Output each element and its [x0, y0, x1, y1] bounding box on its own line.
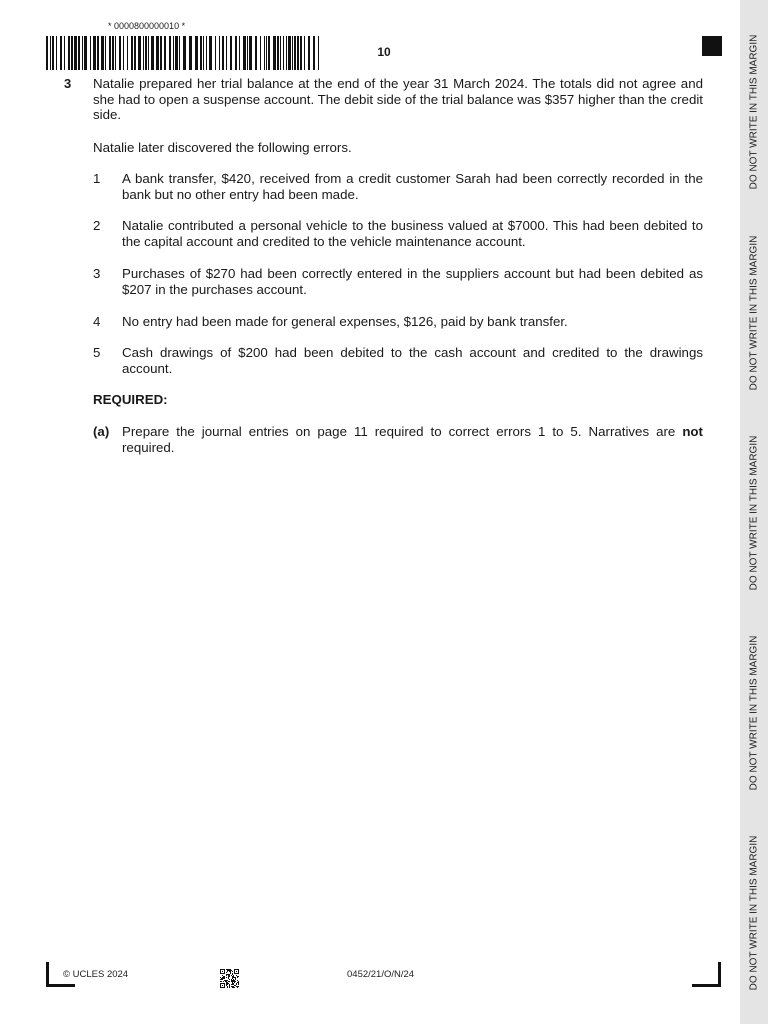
error-number: 4	[93, 314, 101, 329]
part-a-label: (a)	[93, 424, 110, 439]
error-number: 3	[93, 266, 101, 281]
page-number: 10	[377, 45, 391, 59]
footer-copyright: © UCLES 2024	[63, 969, 129, 980]
error-text: Natalie contributed a personal vehicle to the business valued at $7000. This had been debited to the capital account and credited to the vehicle maintenance account.	[122, 218, 703, 249]
corner-mark-right	[692, 962, 721, 987]
registration-mark	[702, 36, 722, 56]
error-number: 1	[93, 171, 101, 186]
error-number: 5	[93, 345, 101, 360]
footer-paper-code: 0452/21/O/N/24	[347, 969, 415, 980]
question-number: 3	[64, 76, 72, 91]
error-text: No entry had been made for general expenses, $126, paid by bank transfer.	[122, 314, 568, 329]
error-text: A bank transfer, $420, received from a credit customer Sarah had been correctly recorded in the bank but no other entry had been made.	[122, 171, 703, 202]
error-text: Purchases of $270 had been correctly entered in the suppliers account but had been debited as $207 in the purchases account.	[122, 266, 703, 297]
question-lead-in: Natalie later discovered the following errors.	[93, 140, 352, 155]
error-number: 2	[93, 218, 101, 233]
required-heading: REQUIRED:	[93, 392, 168, 407]
qr-code-image	[220, 969, 239, 988]
question-intro: Natalie prepared her trial balance at the end of the year 31 March 2024. The totals did not agree and she had to open a suspense account. The debit side of the trial balance was $357 higher than the credit side.	[93, 76, 703, 123]
barcode-number: * 0000800000010 *	[108, 21, 186, 31]
error-text: Cash drawings of $200 had been debited to the cash account and credited to the drawings account.	[122, 345, 703, 376]
part-a-text: Prepare the journal entries on page 11 required to correct errors 1 to 5. Narratives are not required.	[122, 424, 703, 455]
emphasis-not: not	[682, 424, 703, 439]
